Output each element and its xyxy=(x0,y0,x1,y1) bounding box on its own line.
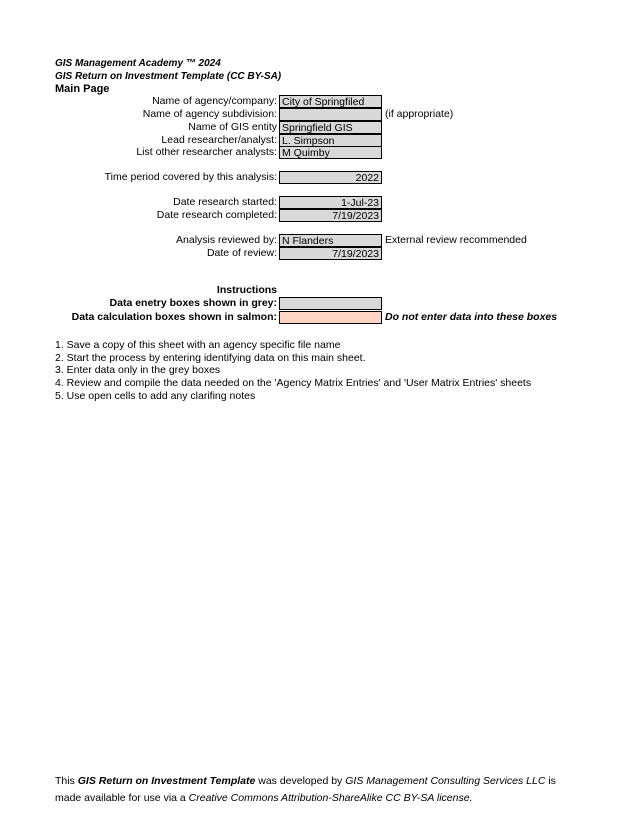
other-researchers-field[interactable]: M Quimby xyxy=(279,146,382,159)
footer-developer: GIS Management Consulting Services LLC xyxy=(345,775,546,787)
instruction-step: 5. Use open cells to add any clarifing notes xyxy=(55,390,256,402)
agency-subdivision-label: Name of agency subdivision: xyxy=(142,108,277,120)
calc-legend-label: Data calculation boxes shown in salmon: xyxy=(71,311,277,323)
page-title: Main Page xyxy=(55,83,110,95)
gis-entity-label: Name of GIS entity xyxy=(188,121,277,133)
license-footer xyxy=(55,773,585,807)
instruction-step: 1. Save a copy of this sheet with an agency specific file name xyxy=(55,339,341,351)
review-date-label: Date of review: xyxy=(206,247,277,259)
footer-prefix: This xyxy=(55,775,78,787)
lead-researcher-label: Lead researcher/analyst: xyxy=(161,134,277,146)
date-started-label: Date research started: xyxy=(173,196,277,208)
instruction-step: 3. Enter data only in the grey boxes xyxy=(55,364,221,376)
instruction-step: 4. Review and compile the data needed on the 'Agency Matrix Entries' and 'User Matrix Entries' sheets xyxy=(55,377,532,389)
agency-subdivision-note: (if appropriate) xyxy=(385,108,454,120)
footer-license: Creative Commons Attribution-ShareAlike CC BY-SA license. xyxy=(188,792,473,804)
lead-researcher-field[interactable]: L. Simpson xyxy=(279,134,382,147)
entry-legend-swatch xyxy=(279,297,382,310)
other-researchers-label: List other researcher analysts: xyxy=(136,146,277,158)
agency-name-label: Name of agency/company: xyxy=(152,95,277,107)
reviewed-by-note: External review recommended xyxy=(385,234,527,246)
review-date-field[interactable]: 7/19/2023 xyxy=(279,247,382,260)
footer-template-name: GIS Return on Investment Template xyxy=(77,775,256,787)
header-academy: GIS Management Academy ™ 2024 xyxy=(55,58,221,69)
footer-middle2: is made available for use via a xyxy=(55,775,556,804)
entry-legend-label: Data enetry boxes shown in grey: xyxy=(109,297,277,309)
date-started-field[interactable]: 1-Jul-23 xyxy=(279,196,382,209)
footer-middle: was developed by xyxy=(255,775,346,787)
instruction-step: 2. Start the process by entering identifying data on this main sheet. xyxy=(55,352,366,364)
instructions-title: Instructions xyxy=(216,284,277,296)
date-completed-label: Date research completed: xyxy=(156,209,277,221)
header-template-title: GIS Return on Investment Template (CC BY-SA) xyxy=(55,71,282,82)
reviewed-by-label: Analysis reviewed by: xyxy=(176,234,277,246)
calc-legend-swatch xyxy=(279,311,382,324)
time-period-field[interactable]: 2022 xyxy=(279,171,382,184)
date-completed-field[interactable]: 7/19/2023 xyxy=(279,209,382,222)
reviewed-by-field[interactable]: N Flanders xyxy=(279,234,382,247)
agency-name-field[interactable]: City of Springfiled xyxy=(279,95,382,108)
calc-warning: Do not enter data into these boxes xyxy=(385,311,558,323)
agency-subdivision-field[interactable] xyxy=(279,108,382,121)
gis-entity-field[interactable]: Springfield GIS xyxy=(279,121,382,134)
time-period-label: Time period covered by this analysis: xyxy=(104,171,277,183)
